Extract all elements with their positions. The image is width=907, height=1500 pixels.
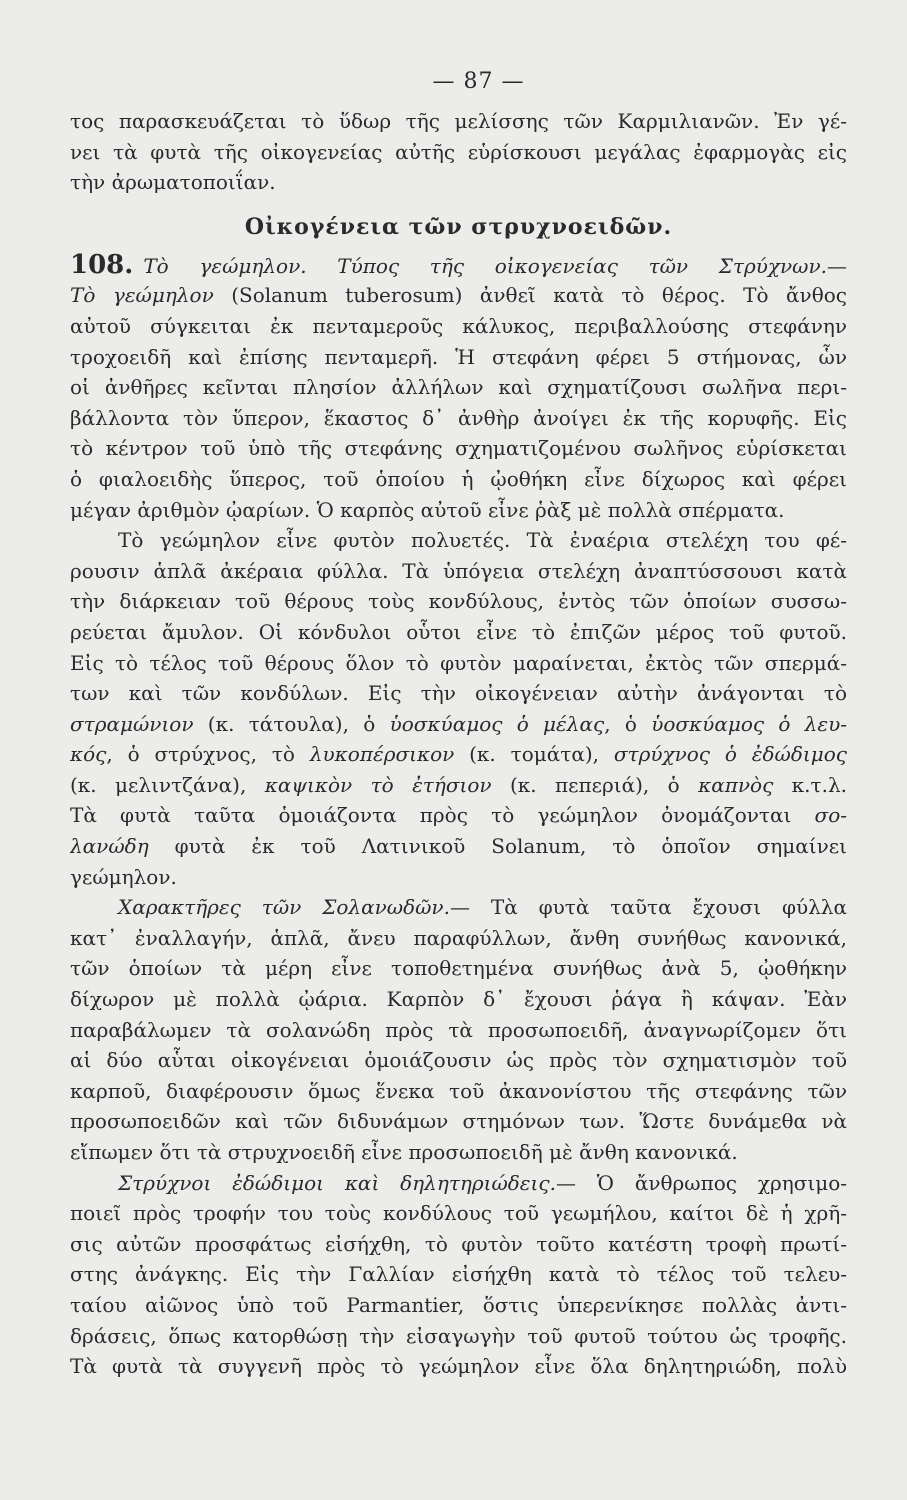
subsection-heading: 108. Τὸ γεώμηλον. Τύπος τῆς οἰκογενείας τῶν Στρύχνων.— [70,249,847,280]
text-line: λανώδη φυτὰ ἐκ τοῦ Λατινικοῦ Solanum, τὸ ὁποῖον σημαίνει [70,834,847,859]
text-line: ταίου αἰῶνος ὑπὸ τοῦ Parmantier, ὅστις ὑπερενίκησε πολλὰς ἀντι- [70,1292,847,1317]
body-text [70,106,847,1382]
text-line: ὁ φιαλοειδὴς ὕπερος, τοῦ ὁποίου ἡ ᾠοθήκη εἶνε δίχωρος καὶ φέρει [70,466,847,491]
text-line: κός, ὁ στρύχνος, τὸ λυκοπέρσικον (κ. τομάτα), στρύχνος ὁ ἐδώδιμος [70,742,847,767]
text-line: οἱ ἀνθῆρες κεῖνται πλησίον ἀλλήλων καὶ σχηματίζουσι σωλῆνα περι- [70,375,847,400]
text-line: τροχοειδῆ καὶ ἐπίσης πενταμερῆ. Ἡ στεφάνη φέρει 5 στήμονας, ὧν [70,344,847,369]
text-line: δράσεις, ὅπως κατορθώσῃ τὴν εἰσαγωγὴν τοῦ φυτοῦ τούτου ὡς τροφῆς. [70,1323,847,1348]
section-heading: Οἰκογένεια τῶν στρυχνοειδῶν. [244,213,673,240]
text-line: τος παρασκευάζεται τὸ ὕδωρ τῆς μελίσσης τῶν Καρμιλιανῶν. Ἐν γέ- [70,109,847,133]
text-line: Τὸ γεώμηλον εἶνε φυτὸν πολυετές. Τὰ ἐναέρια στελέχη του φέ- [118,528,847,553]
text-line: βάλλοντα τὸν ὕπερον, ἕκαστος δ᾽ ἀνθὴρ ἀνοίγει ἐκ τῆς κορυφῆς. Εἰς [70,405,847,430]
text-line: παραβάλωμεν τὰ σολανώδη πρὸς τὰ προσωποειδῆ, ἀναγνωρίζομεν ὅτι [70,1017,847,1042]
text-line: (κ. μελιντζάνα), καψικὸν τὸ ἐτήσιον (κ. πεπεριά), ὁ καπνὸς κ.τ.λ. [70,772,847,797]
text-line: Χαρακτῆρες τῶν Σολανωδῶν.— Τὰ φυτὰ ταῦτα ἔχουσι φύλλα [118,895,847,920]
text-line: Στρύχνοι ἐδώδιμοι καὶ δηλητηριώδεις.— Ὁ ἄνθρωπος χρησιμο- [118,1170,847,1195]
text-line: τὴν διάρκειαν τοῦ θέρους τοὺς κονδύλους, ἐντὸς τῶν ὁποίων συσσω- [70,589,847,614]
text-line: τὸ κέντρον τοῦ ὑπὸ τῆς στεφάνης σχηματιζομένου σωλῆνος εὑρίσκεται [70,436,847,461]
text-line: προσωποειδῶν καὶ τῶν διδυνάμων στημόνων των. Ὥστε δυνάμεθα νὰ [70,1109,847,1134]
text-line: Τὸ γεώμηλον (Solanum tuberosum) ἀνθεῖ κατὰ τὸ θέρος. Τὸ ἄνθος [70,283,847,308]
text-line: στραμώνιον (κ. τάτουλα), ὁ ὑοσκύαμος ὁ μέλας, ὁ ὑοσκύαμος ὁ λευ- [70,711,847,736]
text-line: δίχωρον μὲ πολλὰ ᾠάρια. Καρπὸν δ᾽ ἔχουσι ῥάγα ἢ κάψαν. Ἐὰν [70,987,847,1012]
text-line: νει τὰ φυτὰ τῆς οἰκογενείας αὐτῆς εὑρίσκουσι μεγάλας ἐφαρμογὰς εἰς [70,139,847,164]
text-line: αἱ δύο αὗται οἰκογένειαι ὁμοιάζουσιν ὡς πρὸς τὸν σχηματισμὸν τοῦ [70,1048,847,1073]
text-line: κατ᾽ ἐναλλαγήν, ἁπλᾶ, ἄνευ παραφύλλων, ἄνθη συνήθως κανονικά, [70,925,847,950]
text-line: ρουσιν ἁπλᾶ ἀκέραια φύλλα. Τὰ ὑπόγεια στελέχη ἀναπτύσσουσι κατὰ [70,558,847,583]
text-line: αὐτοῦ σύγκειται ἐκ πενταμεροῦς κάλυκος, περιβαλλούσης στεφάνην [70,313,847,338]
text-line: μέγαν ἀριθμὸν ᾠαρίων. Ὁ καρπὸς αὐτοῦ εἶνε ῥὰξ μὲ πολλὰ σπέρματα. [70,497,785,522]
text-line: εἴπωμεν ὅτι τὰ στρυχνοειδῆ εἶνε προσωποειδῆ μὲ ἄνθη κανονικά. [70,1140,738,1164]
text-line: Τὰ φυτὰ ταῦτα ὁμοιάζοντα πρὸς τὸ γεώμηλον ὀνομάζονται σο- [70,803,847,828]
text-line: των καὶ τῶν κονδύλων. Εἰς τὴν οἰκογένειαν αὐτὴν ἀνάγονται τὸ [70,681,847,706]
text-line: καρποῦ, διαφέρουσιν ὅμως ἕνεκα τοῦ ἀκανονίστου τῆς στεφάνης τῶν [70,1078,847,1103]
text-line: ποιεῖ πρὸς τροφήν του τοὺς κονδύλους τοῦ γεωμήλου, καίτοι δὲ ἡ χρῆ- [70,1201,847,1226]
text-line: γεώμηλον. [70,864,177,889]
text-line: Τὰ φυτὰ τὰ συγγενῆ πρὸς τὸ γεώμηλον εἶνε ὅλα δηλητηριώδη, πολὺ [70,1354,847,1379]
page-number: — 87 — [432,69,525,94]
text-line: τὴν ἀρωματοποιΐαν. [70,170,276,195]
text-line: τῶν ὁποίων τὰ μέρη εἶνε τοποθετημένα συνήθως ἀνὰ 5, ᾠοθήκην [70,956,847,981]
text-line: Εἰς τὸ τέλος τοῦ θέρους ὅλον τὸ φυτὸν μαραίνεται, ἐκτὸς τῶν σπερμά- [70,650,847,675]
text-line: σις αὐτῶν προσφάτως εἰσήχθη, τὸ φυτὸν τοῦτο κατέστη τροφὴ πρωτί- [70,1231,847,1256]
text-line: ρεύεται ἄμυλον. Οἱ κόνδυλοι οὗτοι εἶνε τὸ ἐπιζῶν μέρος τοῦ φυτοῦ. [70,619,847,644]
text-line: στης ἀνάγκης. Εἰς τὴν Γαλλίαν εἰσήχθη κατὰ τὸ τέλος τοῦ τελευ- [70,1262,847,1287]
